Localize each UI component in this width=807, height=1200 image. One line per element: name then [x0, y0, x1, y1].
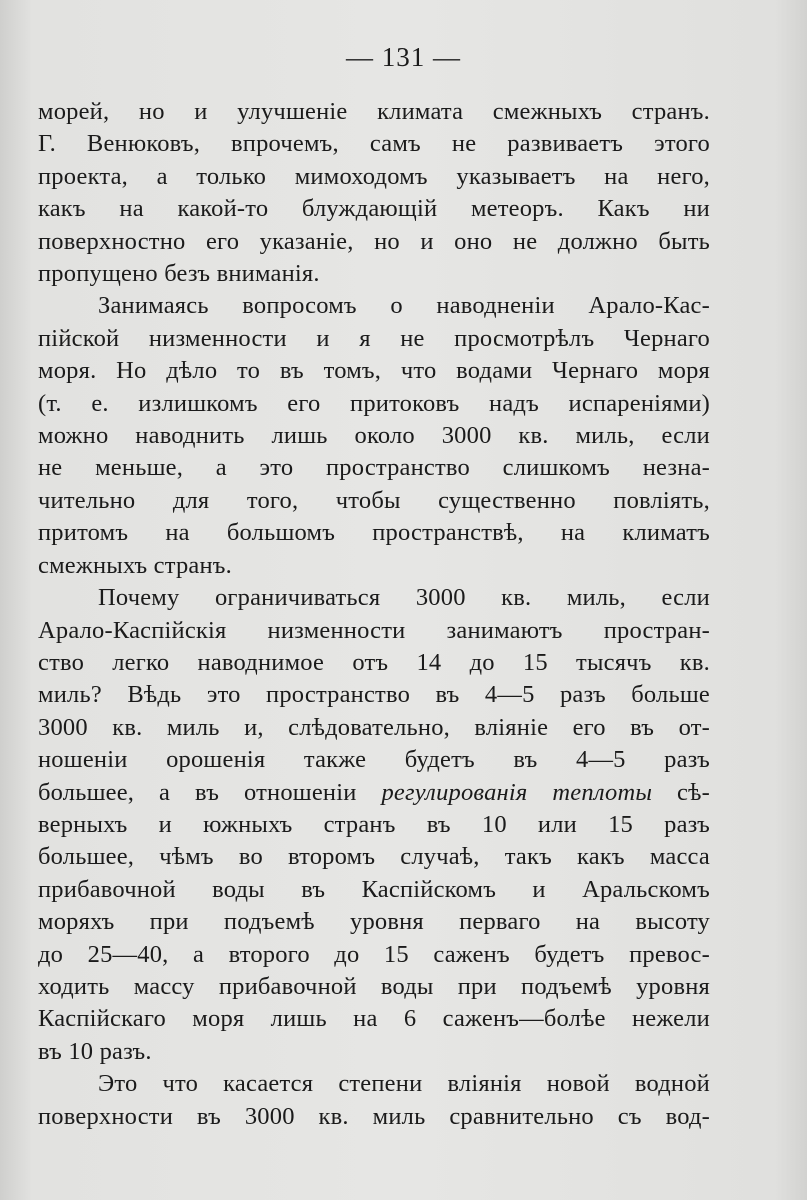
paragraph-4: [38, 1068, 710, 1133]
text-line-with-italic: [38, 777, 710, 809]
text-line: Каспійскаго моря лишь на 6 саженъ—болѣе нежели: [38, 1005, 710, 1033]
body-text: [38, 96, 710, 1133]
italic-phrase: регулированія теплоты: [381, 778, 653, 806]
text-line: Занимаясь вопросомъ о наводненіи Арало-Кас-: [98, 292, 710, 320]
text-line: поверхности въ 3000 кв. миль сравнительно съ вод-: [38, 1102, 710, 1130]
text-line: прибавочной воды въ Каспійскомъ и Аральскомъ: [38, 875, 710, 903]
text-line: ходить массу прибавочной воды при подъемѣ уровня: [38, 972, 710, 1000]
text-line: (т. е. излишкомъ его притоковъ надъ испареніями): [38, 389, 710, 417]
text-line: можно наводнить лишь около 3000 кв. миль, если: [38, 422, 710, 450]
text-line: большее, чѣмъ во второмъ случаѣ, такъ какъ масса: [38, 843, 710, 871]
text-line: не меньше, а это пространство слишкомъ незна-: [38, 454, 710, 482]
text-line: до 25—40, а второго до 15 саженъ будетъ превос-: [38, 940, 710, 968]
text-line: поверхностно его указаніе, но и оно не должно быть: [38, 227, 710, 255]
page-number: — 131 —: [346, 42, 461, 72]
text-line: верныхъ и южныхъ странъ въ 10 или 15 разъ: [38, 810, 710, 838]
text-line: въ 10 разъ.: [38, 1037, 152, 1065]
text-line: ношеніи орошенія также будетъ въ 4—5 разъ: [38, 746, 710, 774]
text-line: притомъ на большомъ пространствѣ, на климатъ: [38, 519, 710, 547]
text-line: морей, но и улучшеніе климата смежныхъ странъ.: [38, 98, 710, 125]
text-line: какъ на какой-то блуждающій метеоръ. Какъ ни: [38, 195, 710, 223]
text-line: Это что касается степени вліянія новой водной: [98, 1070, 710, 1098]
text-line: миль? Вѣдь это пространство въ 4—5 разъ больше: [38, 681, 710, 709]
text-fragment: сѣ-: [652, 778, 710, 806]
text-line: пропущено безъ вниманія.: [38, 260, 320, 288]
text-line: 3000 кв. миль и, слѣдовательно, вліяніе его въ от-: [38, 713, 710, 741]
paragraph-3: [38, 582, 710, 1068]
text-line: чительно для того, чтобы существенно повліять,: [38, 486, 710, 514]
text-line: Г. Венюковъ, впрочемъ, самъ не развиваетъ этого: [38, 130, 710, 158]
text-line: пійской низменности и я не просмотрѣлъ Чернаго: [38, 324, 710, 352]
paragraph-2: [38, 290, 710, 582]
text-line: моряхъ при подъемѣ уровня перваго на высоту: [38, 908, 710, 936]
text-line: ство легко наводнимое отъ 14 до 15 тысячъ кв.: [38, 648, 710, 676]
paragraph-1: [38, 96, 710, 290]
text-line: смежныхъ странъ.: [38, 551, 232, 579]
text-line: Арало-Каспійскія низменности занимаютъ простран-: [38, 616, 710, 644]
text-line: Почему ограничиваться 3000 кв. миль, если: [98, 584, 710, 612]
text-line: моря. Но дѣло то въ томъ, что водами Чернаго моря: [38, 357, 710, 385]
text-fragment: большее, а въ отношеніи: [38, 778, 382, 806]
text-line: проекта, а только мимоходомъ указываетъ на него,: [38, 162, 710, 190]
